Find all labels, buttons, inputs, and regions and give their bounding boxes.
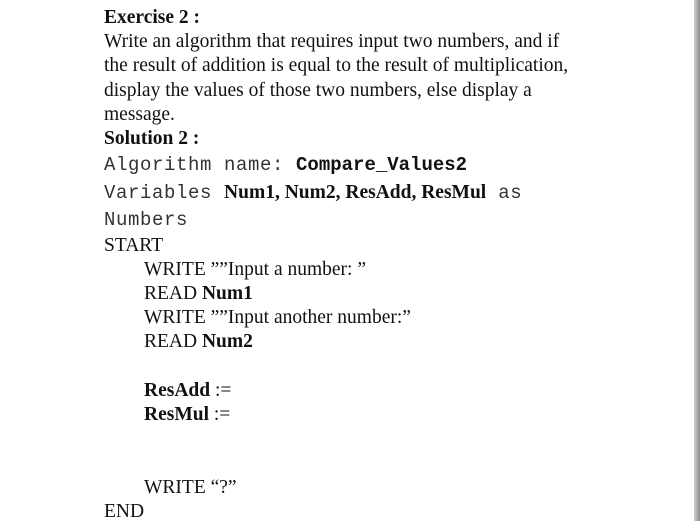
variables-line bbox=[104, 179, 689, 207]
resmul-var: ResMul bbox=[144, 403, 209, 425]
write-input-second: WRITE ””Input another number:” bbox=[144, 307, 411, 329]
algorithm-name-value: Compare_Values2 bbox=[296, 154, 468, 177]
resadd-line bbox=[104, 379, 689, 403]
variables-type: Numbers bbox=[104, 209, 189, 232]
blank-line bbox=[104, 355, 689, 379]
algorithm-name-line bbox=[104, 151, 689, 179]
read-num2-var: Num2 bbox=[201, 331, 253, 353]
read-num1-line bbox=[104, 282, 689, 306]
exercise-text-line-1: Write an algorithm that requires input two numbers, and if bbox=[104, 31, 560, 53]
end-keyword: END bbox=[104, 500, 145, 522]
resmul-operator: := bbox=[209, 403, 231, 425]
variables-type-line bbox=[104, 206, 689, 234]
resadd-operator: := bbox=[210, 379, 232, 401]
read-num2-line bbox=[104, 330, 689, 354]
algorithm-name-label: Algorithm name: bbox=[104, 154, 297, 177]
blank-line bbox=[104, 427, 689, 451]
exercise-heading: Exercise 2 : bbox=[104, 7, 201, 28]
solution-heading: Solution 2 : bbox=[104, 127, 200, 149]
resadd-var: ResAdd bbox=[144, 379, 211, 401]
write-output-line: WRITE “?” bbox=[144, 476, 237, 498]
page-edge-shadow bbox=[694, 0, 700, 521]
variables-list: Num1, Num2, ResAdd, ResMul bbox=[224, 181, 487, 203]
exercise-text-line-4: message. bbox=[104, 103, 175, 125]
write-input-first: WRITE ””Input a number: ” bbox=[144, 258, 366, 280]
variables-as: as bbox=[486, 181, 523, 204]
read-num1-var: Num1 bbox=[201, 283, 253, 304]
read-keyword: READ bbox=[144, 283, 202, 304]
exercise-text-line-3: display the values of those two numbers, else display a bbox=[104, 79, 532, 101]
start-keyword: START bbox=[104, 234, 164, 256]
exercise-content bbox=[104, 6, 689, 524]
exercise-text-line-2: the result of addition is equal to the result of multiplication, bbox=[104, 55, 569, 77]
read-keyword: READ bbox=[144, 331, 202, 353]
variables-label: Variables bbox=[104, 181, 225, 204]
blank-line bbox=[104, 451, 689, 475]
resmul-line bbox=[104, 403, 689, 427]
